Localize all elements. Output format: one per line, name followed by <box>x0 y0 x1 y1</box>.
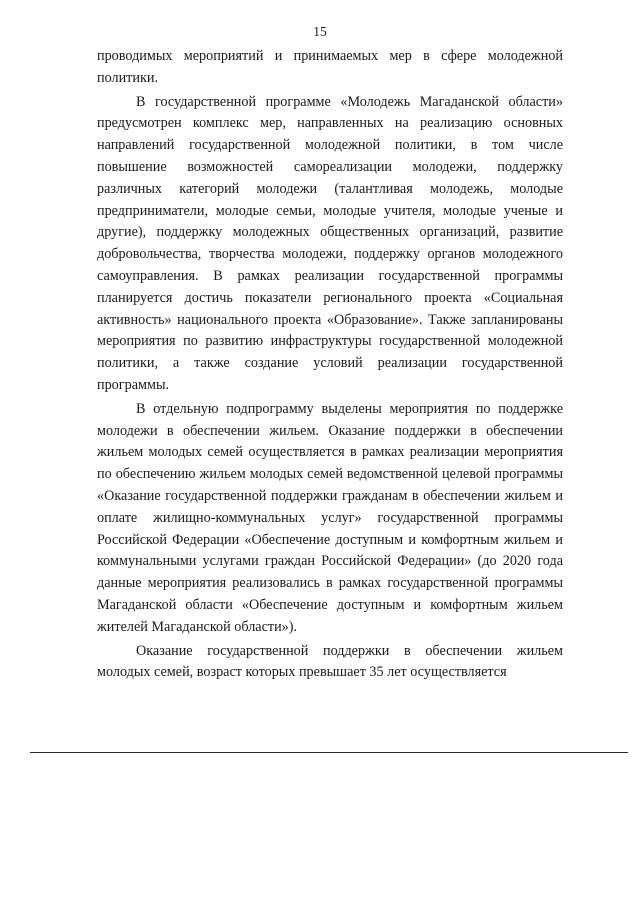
page-number: 15 <box>313 24 327 39</box>
paragraph-youth-program: В государственной программе «Молодежь Магаданской области» предусмотрен комплекс мер, направленных на реализацию основных направлений государственной молодежной политики, в том числе повышение возможностей самореализации молодежи, поддержку различных категорий молодежи (талантливая молодежь, молодые предприниматели, молодые семьи, молодые учителя, молодые ученые и другие), поддержку молодежных общественных организаций, развитие добровольчества, творчества молодежи, поддержку органов молодежного самоуправления. В рамках реализации государственной программы планируется достичь показатели регионального проекта «Социальная активность» национального проекта «Образование». Также запланированы мероприятия по развитию инфраструктуры государственной молодежной политики, а также создание условий реализации государственной программы. <box>97 93 563 393</box>
paragraph-continuation: проводимых мероприятий и принимаемых мер в сфере молодежной политики. <box>97 48 563 86</box>
paragraph-housing-support: Оказание государственной поддержки в обеспечении жильем молодых семей, возраст которых превышает 35 лет осуществляется <box>97 642 563 681</box>
paragraph-housing-subprogram: В отдельную подпрограмму выделены мероприятия по поддержке молодежи в обеспечении жильем. Оказание поддержки в обеспечении жильем молодых семей осуществляется в рамках реализации мероприятия по обеспечению жильем молодых семей ведомственной целевой программы «Оказание государственной поддержки гражданам в обеспечении жильем и оплате жилищно-коммунальных услуг» государственной программы Российской Федерации «Обеспечение доступным и комфортным жильем и коммунальными услугами граждан Российской Федерации» (до 2020 года данные мероприятия реализовались в рамках государственной программы Магаданской области «Обеспечение доступным и комфортным жильем жителей Магаданской области»). <box>97 400 563 635</box>
page-divider <box>30 752 628 753</box>
document-body <box>97 46 563 684</box>
